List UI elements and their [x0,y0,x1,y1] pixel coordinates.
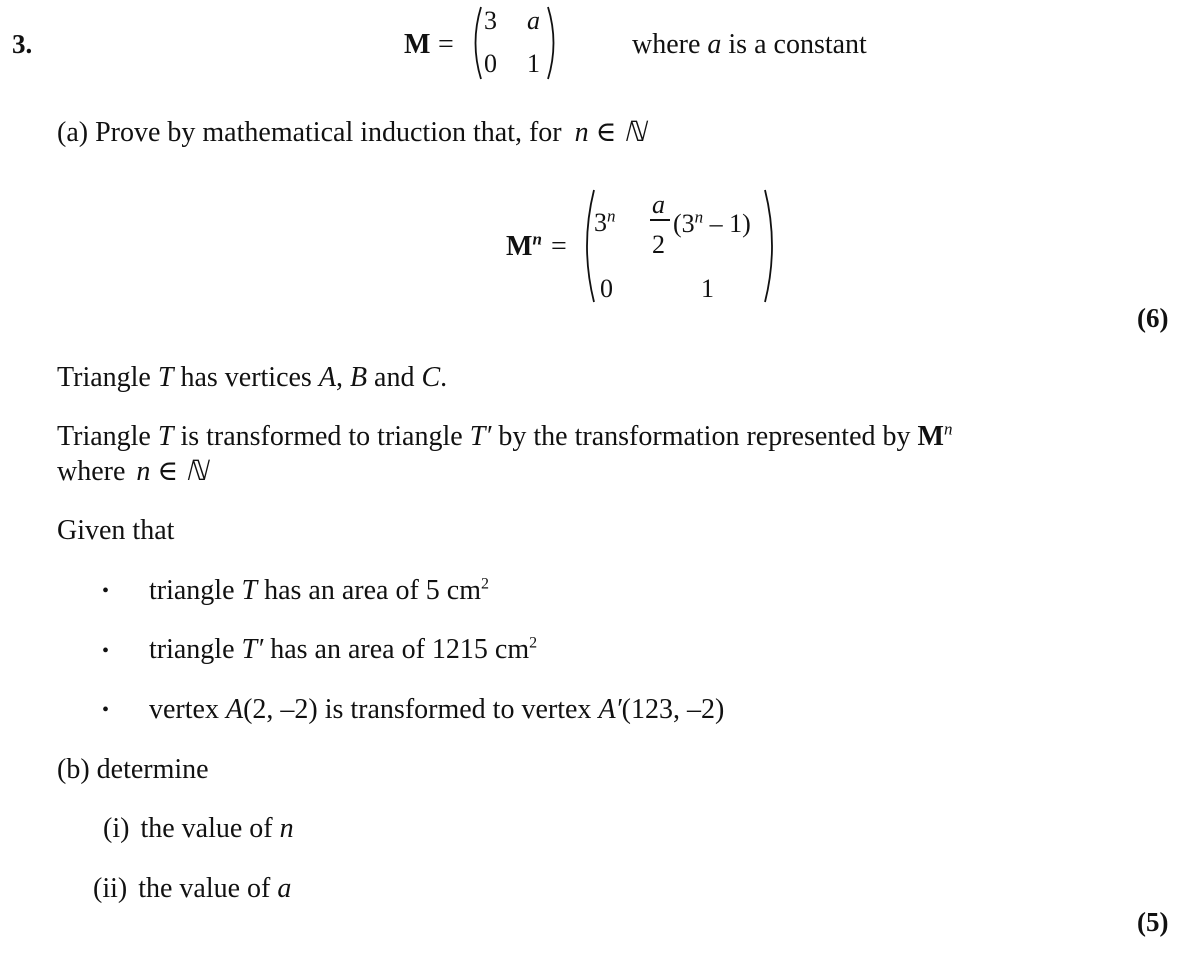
constant-note-suffix: is a constant [721,29,867,60]
bullet-marker-2: • [102,640,110,662]
constant-note-prefix: where [632,29,708,60]
mp-frac-den: 2 [652,230,665,259]
matrix-cell-r2c1: 0 [484,49,497,78]
matrix-cell-r2c2: 1 [527,49,540,78]
matrix-right-paren [545,5,561,81]
constant-note [632,31,867,59]
equals-sign: = [438,29,454,60]
mp-cell-r2c2: 1 [701,274,714,303]
part-b-item-2-label: (ii) [93,873,128,904]
bullet-item-2: triangle T′ has an area of 1215 $cm^2$ [149,634,538,665]
matrix-power-lhs: $M^n$ [506,229,542,262]
part-b-statement [57,756,209,784]
part-b-text: determine [96,754,209,785]
matrix-power-left-paren [578,188,598,304]
mp-frac-bar [650,219,670,221]
mp-cell-r1c2-expr: (3$^n$ – 1) [673,207,751,238]
part-b-item-2: (ii) the value of a [93,873,292,904]
matrix-symbol: M [404,29,431,60]
bullet-marker-1: • [102,580,110,602]
part-a-text: Prove by mathematical induction that, for [95,117,562,148]
bullet-item-1: triangle T has an area of 5 $cm^2$ [149,575,489,606]
mp-cell-r2c1: 0 [600,274,613,303]
mp-frac-num: a [652,190,665,219]
part-a-statement [57,119,646,147]
part-b-item-1: (i) the value of n [103,813,294,844]
part-b-marks: (5) [1137,907,1169,937]
part-a-marks: (6) [1137,303,1169,333]
equals-sign-2: = [551,231,567,262]
bullet-marker-3: • [102,699,110,721]
given-that: Given that [57,515,175,546]
triangle-line-1: Triangle T has vertices A, B and C. [57,362,448,393]
matrix-power-right-paren [761,188,781,304]
part-b-label: (b) [57,754,90,785]
question-number: 3. [12,29,33,59]
part-a-label: (a) [57,117,89,148]
matrix-cell-r1c1: 3 [484,6,497,35]
matrix-left-paren [468,5,484,81]
mp-cell-r1c1: 3$^n$ [594,206,616,237]
part-a-condition: n ∈ ℕ [574,117,646,148]
part-b-item-1-label: (i) [103,813,130,844]
bullet-item-3: vertex A(2, –2) is transformed to vertex A′(123, –2) [149,694,725,725]
triangle-line-2: Triangle T is transformed to triangle T′ by the transformation represented by $M^n$ [57,419,953,452]
lhs-power: n [532,229,542,249]
constant-note-var: a [707,29,722,60]
triangle-line-3: where n ∈ ℕ [57,456,208,487]
matrix-cell-r1c2: a [527,6,540,35]
